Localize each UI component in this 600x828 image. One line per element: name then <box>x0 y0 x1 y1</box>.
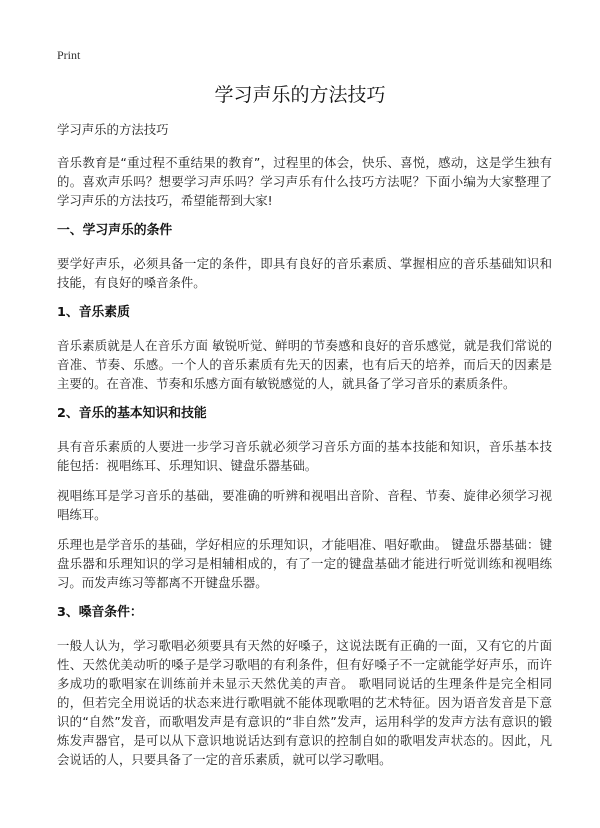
article-body <box>57 120 552 780</box>
voice-paragraph: 一般人认为，学习歌唱必须要具有天然的好嗓子，这说法既有正确的一面，又有它的片面性、天然优美动听的嗓子是学习歌唱的有利条件，但有好嗓子不一定就能学好声乐，而许多成功的歌唱家在训练前并未显示天然优美的声音。 歌唱同说话的生理条件是完全相同的，但若完全用说话的状态来进行歌唱就不能体现歌唱的艺术特征。因为语音发音是下意识的“自然”发音，而歌唱发声是有意识的“非自然”发声，运用科学的发声方法有意识的锻炼发声器官，是可以从下意识地说话达到有意识的控制自如的歌唱发声状态的。因此，凡会说话的人，只要具备了一定的音乐素质，就可以学习歌唱。 <box>57 638 552 767</box>
section-heading-voice: 3、嗓音条件： <box>57 605 143 620</box>
music-quality-paragraph: 音乐素质就是人在音乐方面 敏锐听觉、鲜明的节奏感和良好的音乐感觉，就是我们常说的音准、节奏、乐感。一个人的音乐素质有先天的因素，也有后天的培养，而后天的因素是主要的。在音准、节奏和乐感方面有敏锐感觉的人，就具备了学习音乐的素质条件。 <box>57 338 552 391</box>
page-title: 学习声乐的方法技巧 <box>214 84 386 106</box>
article-subtitle: 学习声乐的方法技巧 <box>57 122 169 137</box>
music-theory-paragraph: 乐理也是学音乐的基础，学好相应的乐理知识，才能唱准、唱好歌曲。 键盘乐器基础：键盘乐器和乐理知识的学习是相辅相成的，有了一定的键盘基础才能进行听觉训练和视唱练习。而发声练习等都离不开键盘乐器。 <box>57 537 552 590</box>
section-heading-basic-knowledge: 2、音乐的基本知识和技能 <box>57 406 207 421</box>
print-label[interactable]: Print <box>57 48 81 62</box>
section-heading-conditions: 一、学习声乐的条件 <box>57 223 173 238</box>
conditions-paragraph: 要学好声乐，必须具备一定的条件，即具有良好的音乐素质、掌握相应的音乐基础知识和技能，有良好的嗓音条件。 <box>57 256 552 290</box>
intro-paragraph: 音乐教育是“重过程不重结果的教育”，过程里的体会，快乐、喜悦，感动，这是学生独有的。喜欢声乐吗？想要学习声乐吗？学习声乐有什么技巧方法呢？下面小编为大家整理了学习声乐的方法技巧，希望能帮到大家! <box>57 155 552 208</box>
sight-singing-paragraph: 视唱练耳是学习音乐的基础，要准确的听辨和视唱出音阶、音程、节奏、旋律必须学习视唱练耳。 <box>57 488 552 522</box>
basic-knowledge-paragraph: 具有音乐素质的人要进一步学习音乐就必须学习音乐方面的基本技能和知识，音乐基本技能包括：视唱练耳、乐理知识、键盘乐器基础。 <box>57 439 552 473</box>
section-heading-music-quality: 1、音乐素质 <box>57 305 130 320</box>
